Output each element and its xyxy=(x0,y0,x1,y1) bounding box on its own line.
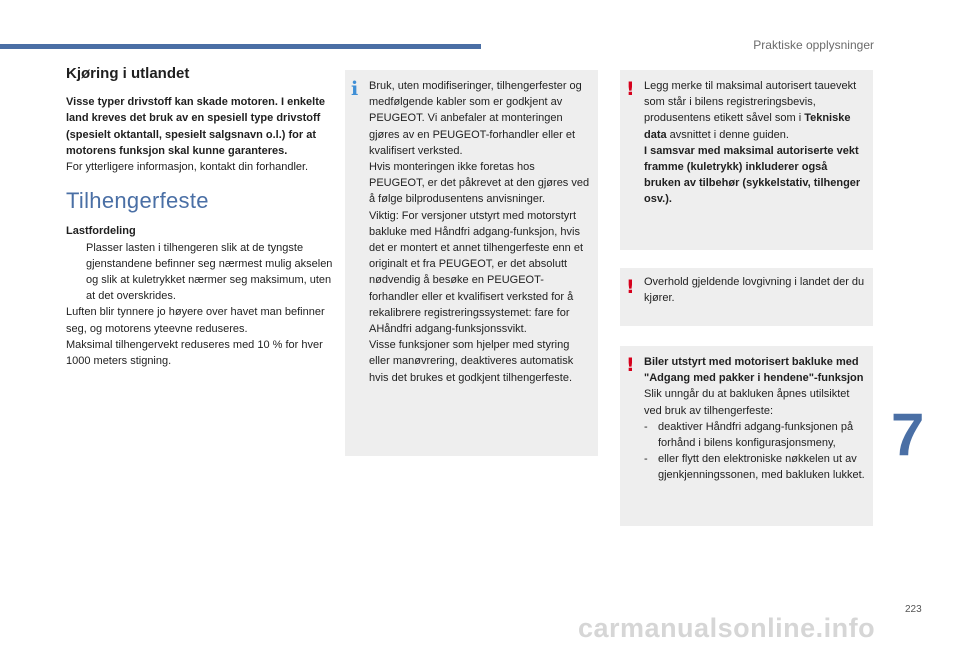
legislation-text: Overhold gjeldende lovgivning i landet der du kjører. xyxy=(644,276,865,305)
info-icon: i xyxy=(351,78,359,100)
tailgate-intro: Slik unngår du at bakluken åpnes utilsiktet ved bruk av tilhengerfeste: xyxy=(644,388,850,417)
left-column xyxy=(66,66,336,369)
tailgate-item-2 xyxy=(644,451,867,483)
tow-weight-paragraph xyxy=(644,78,867,143)
load-bullet-text: Plasser lasten i tilhengeren slik at de tyngste gjenstandene befinner seg nærmest mulig akselen og slik at kuletrykket nærmer seg maksimum, uten at det overskrides. xyxy=(86,241,333,303)
tailgate-item-1-text: deaktiver Håndfri adgang-funksjonen på forhånd i bilens konfigurasjonsmeny, xyxy=(658,420,854,450)
dash-marker: - xyxy=(644,453,648,466)
tailgate-item-2-text: eller flytt den elektroniske nøkkelen ut av gjenkjenningssonen, med bakluken lukket. xyxy=(658,453,865,482)
fuel-warning: Visse typer drivstoff kan skade motoren. I enkelte land kreves det bruk av en spesiell type drivstoff (spesielt oktantall, spesielt salgsnavn o.l.) for at motorens funksjon skal kunne garanteres. xyxy=(66,96,326,157)
warning-icon: ! xyxy=(626,78,635,100)
warning-box-tailgate xyxy=(620,346,873,526)
watermark: carmanualsonline.info xyxy=(578,613,876,643)
page-title-tow-bar: Tilhengerfeste xyxy=(66,188,209,214)
warning-icon: ! xyxy=(626,354,635,376)
weight-reduction-paragraph: Maksimal tilhengervekt reduseres med 10 % for hver 1000 meters stigning. xyxy=(66,338,323,368)
load-distribution-heading: Lastfordeling xyxy=(66,225,136,238)
tailgate-heading: Biler utstyrt med motorisert bakluke med "Adgang med pakker i hendene"-funksjon xyxy=(644,356,864,385)
fuel-info: For ytterligere informasjon, kontakt din forhandler. xyxy=(66,161,309,174)
altitude-paragraph: Luften blir tynnere jo høyere over havet man befinner seg, og motorens yteevne reduseres. xyxy=(66,306,325,335)
header-accent-bar xyxy=(0,44,481,49)
tow-weight-text-end: avsnittet i denne guiden. xyxy=(666,128,789,141)
nose-weight-warning: I samsvar med maksimal autoriserte vekt framme (kuletrykk) inkluderer også bruken av tilbehør (sykkelstativ, tilhenger osv.). xyxy=(644,144,861,206)
warning-box-tow-weight xyxy=(620,70,873,250)
technical-data-ref: Tekniske data xyxy=(644,112,851,141)
load-bullet xyxy=(66,240,336,305)
info-paragraph-2: Hvis monteringen ikke foretas hos PEUGEOT, er det påkrevet at den gjøres ved å følge bilprodusentens anvisninger. xyxy=(369,161,590,206)
warning-icon: ! xyxy=(626,276,635,298)
section-heading-abroad: Kjøring i utlandet xyxy=(66,65,190,82)
tailgate-item-1 xyxy=(644,419,867,451)
info-box-tow-bar xyxy=(345,70,598,456)
info-paragraph-1: Bruk, uten modifiseringer, tilhengerfester og medfølgende kabler som er godkjent av PEUGEOT. Vi anbefaler at monteringen gjøres av en PEUGEOT-forhandler eller et kvalifisert verksted. xyxy=(369,80,582,157)
warning-box-legislation xyxy=(620,268,873,326)
dash-marker: - xyxy=(644,420,648,433)
chapter-number: 7 xyxy=(891,401,925,468)
tow-weight-text: Legg merke til maksimal autorisert tauevekt som står i bilens registreringsbevis, produsentens etikett såvel som i xyxy=(644,80,857,125)
page-number: 223 xyxy=(905,604,922,615)
header-title: Praktiske opplysninger xyxy=(753,38,874,52)
info-paragraph-4: Visse funksjoner som hjelper med styring eller manøvrering, deaktiveres automatisk hvis det brukes et godkjent tilhengerfeste. xyxy=(369,339,574,384)
info-paragraph-3: Viktig: For versjoner utstyrt med motorstyrt bakluke med Håndfri adgang-funksjon, hvis det er montert et annet tilhengerfeste enn et originalt et fra PEUGEOT, er det absolutt nødvendig å besøke en PEUGEOT-forhandler eller et kvalifisert verksted for å rekalibrere registreringssystemet: fare for AHåndfri adgang-funksjonssvikt. xyxy=(369,209,584,336)
